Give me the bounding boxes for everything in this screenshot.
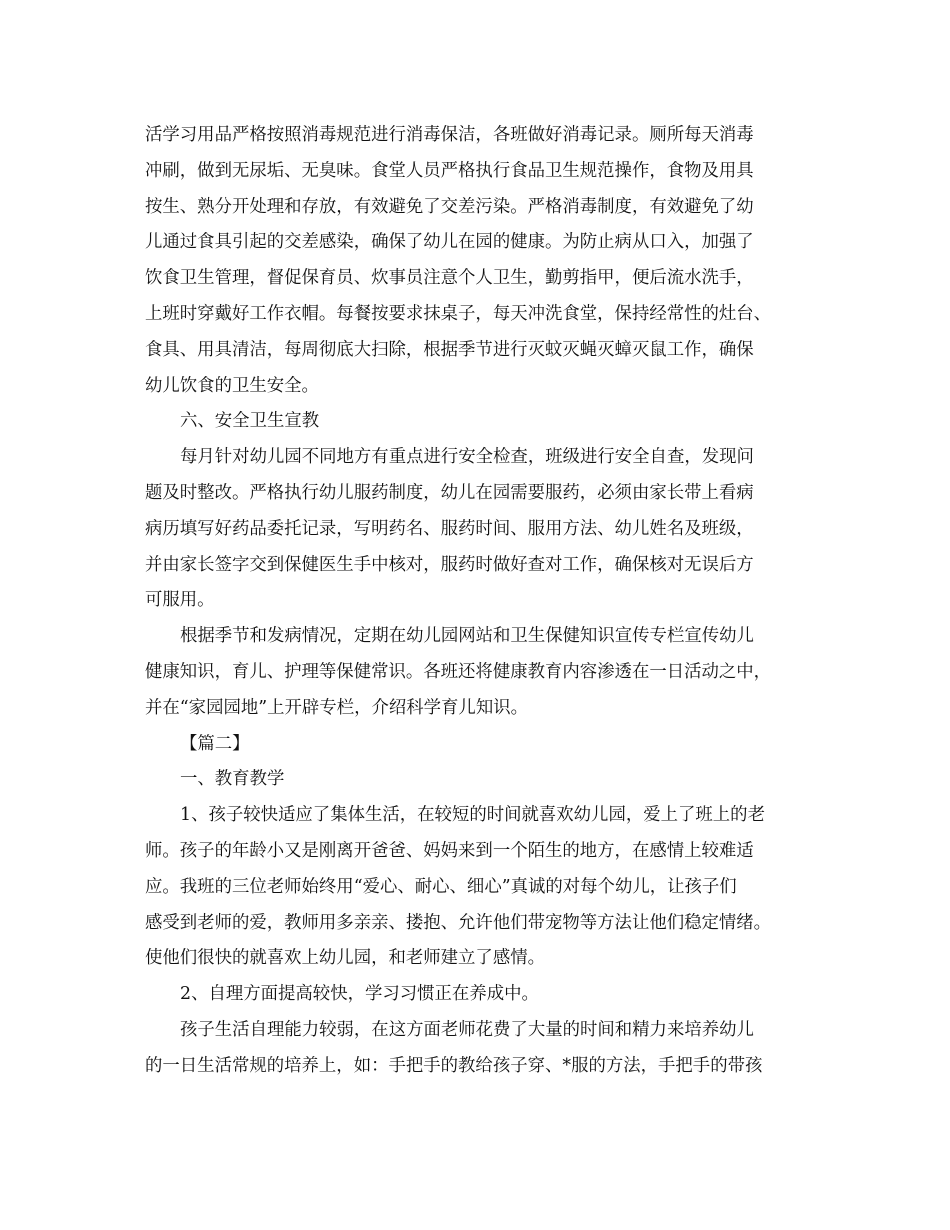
part-heading: 【篇二】	[180, 733, 250, 754]
body-line: 冲刷，做到无尿垢、无臭味。食堂人员严格执行食品卫生规范操作，食物及用具	[145, 160, 754, 181]
paragraph-first-line: 根据季节和发病情况，定期在幼儿园网站和卫生保健知识宣传专栏宣传幼儿	[180, 626, 754, 647]
body-line: 上班时穿戴好工作衣帽。每餐按要求抹桌子，每天冲洗食堂，保持经常性的灶台、	[145, 303, 772, 324]
body-line: 并由家长签字交到保健医生手中核对，服药时做好查对工作，确保核对无误后方	[145, 554, 754, 575]
body-line: 按生、熟分开处理和存放，有效避免了交差污染。严格消毒制度，有效避免了幼	[145, 196, 754, 217]
body-line: 幼儿饮食的卫生安全。	[145, 375, 319, 396]
body-line: 的一日生活常规的培养上，如：手把手的教给孩子穿、*服的方法，手把手的带孩	[145, 1055, 763, 1076]
body-line: 并在“家园园地”上开辟专栏，介绍科学育儿知识。	[145, 697, 528, 718]
body-line: 健康知识，育儿、护理等保健常识。各班还将健康教育内容渗透在一日活动之中，	[145, 661, 772, 682]
section-heading: 一、教育教学	[180, 769, 285, 790]
paragraph-first-line: 每月针对幼儿园不同地方有重点进行安全检查，班级进行安全自查，发现问	[180, 447, 754, 468]
body-line: 可服用。	[145, 590, 215, 611]
paragraph-first-line: 1、孩子较快适应了集体生活，在较短的时间就喜欢幼儿园，爱上了班上的老	[180, 805, 765, 826]
body-line: 题及时整改。严格执行幼儿服药制度，幼儿在园需要服药，必须由家长带上看病	[145, 482, 754, 503]
body-line: 饮食卫生管理，督促保育员、炊事员注意个人卫生，勤剪指甲，便后流水洗手，	[145, 268, 754, 289]
paragraph-first-line: 孩子生活自理能力较弱，在这方面老师花费了大量的时间和精力来培养幼儿	[180, 1019, 754, 1040]
body-line: 师。孩子的年龄小又是刚离开爸爸、妈妈来到一个陌生的地方，在感情上较难适	[145, 840, 754, 861]
body-line: 活学习用品严格按照消毒规范进行消毒保洁，各班做好消毒记录。厕所每天消毒	[145, 125, 754, 145]
body-line: 儿通过食具引起的交差感染，确保了幼儿在园的健康。为防止病从口入，加强了	[145, 232, 754, 253]
document-body	[145, 118, 813, 1085]
body-line: 食具、用具清洁，每周彻底大扫除，根据季节进行灭蚊灭蝇灭蟑灭鼠工作，确保	[145, 339, 754, 360]
subsection-heading: 2、自理方面提高较快，学习习惯正在养成中。	[180, 984, 539, 1005]
section-heading: 六、安全卫生宣教	[180, 411, 320, 432]
body-line: 应。我班的三位老师始终用“爱心、耐心、细心”真诚的对每个幼儿，让孩子们	[145, 876, 737, 897]
body-line: 使他们很快的就喜欢上幼儿园，和老师建立了感情。	[145, 948, 545, 969]
body-line: 病历填写好药品委托记录，写明药名、服药时间、服用方法、幼儿姓名及班级，	[145, 518, 754, 539]
body-line: 感受到老师的爱，教师用多亲亲、搂抱、允许他们带宠物等方法让他们稳定情绪。	[145, 912, 772, 933]
